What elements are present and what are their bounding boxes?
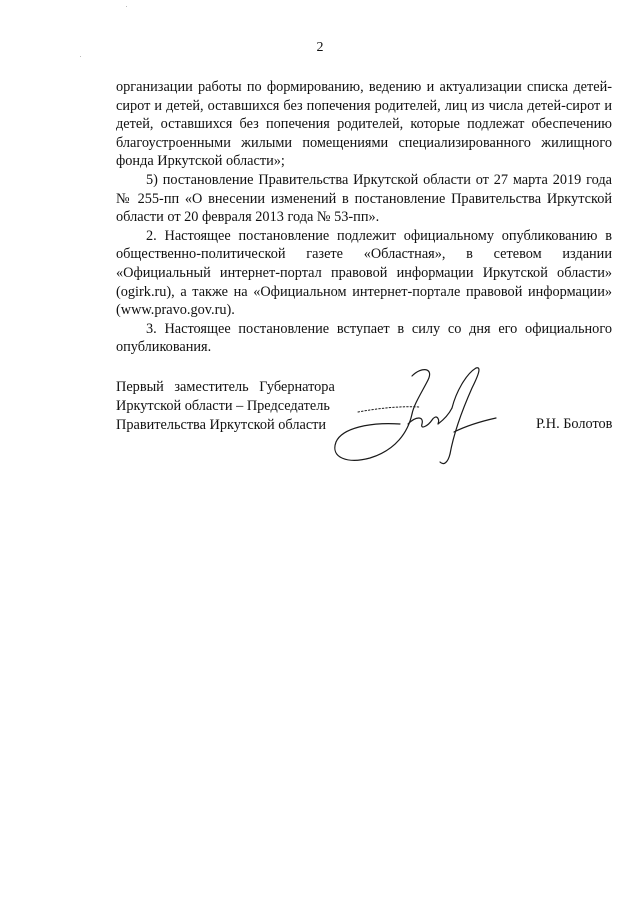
paragraph-item-5: 5) постановление Правительства Иркутской области от 27 марта 2019 года № 255-пп «О внесении изменений в постановление Правительства Иркутской области от 20 февраля 2013 года № 53-пп». (116, 171, 612, 226)
page-number: 2 (316, 40, 324, 55)
paragraph-continuation: организации работы по формированию, ведению и актуализации списка детей-сирот и детей, оставшихся без попечения родителей, лиц из числа детей-сирот и детей, оставшихся без попечения родителей, которые подлежат обеспечению благоустроенными жилыми помещениями специализированного жилищного фонда Иркутской области»; (116, 79, 612, 170)
signer-position-line-2: Иркутской области – Председатель (116, 398, 330, 414)
document-body (116, 78, 612, 357)
paragraph-clause-3: 3. Настоящее постановление вступает в силу со дня его официального опубликования. (116, 320, 612, 356)
handwritten-signature-icon (300, 362, 520, 474)
signer-position-line-1: Первый заместитель Губернатора (116, 379, 335, 395)
scan-speck (126, 6, 127, 7)
scan-speck (80, 56, 81, 57)
signer-name: Р.Н. Болотов (536, 416, 613, 432)
signer-position-line-3: Правительства Иркутской области (116, 417, 327, 433)
paragraph-clause-2: 2. Настоящее постановление подлежит официальному опубликованию в общественно-политической газете «Областная», в сетевом издании «Официальный интернет-портал правовой информации Иркутской области» (ogirk.ru), а также на «Официальном интернет-портале правовой информации» (www.pravo.gov.ru). (116, 227, 612, 319)
